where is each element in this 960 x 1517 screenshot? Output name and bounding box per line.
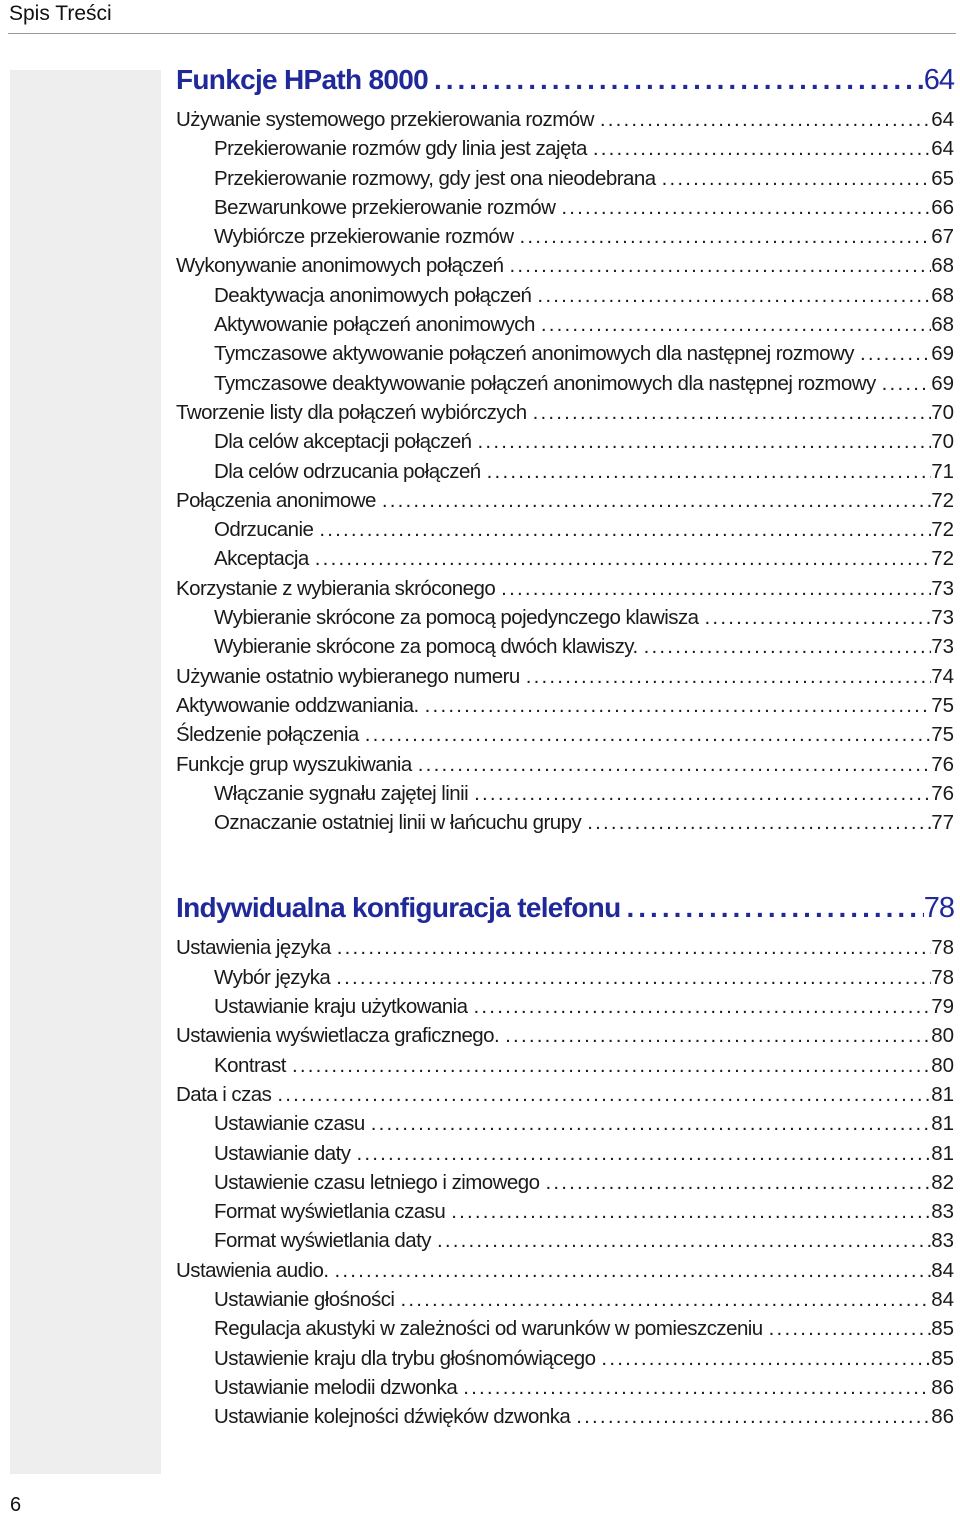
toc-subentry-title: Włączanie sygnału zajętej linii — [214, 781, 469, 805]
dot-leader — [365, 1112, 931, 1136]
toc-entry-title: Używanie systemowego przekierowania rozmów — [176, 108, 594, 131]
toc-subentry[interactable] — [176, 430, 954, 459]
dot-leader — [313, 518, 931, 542]
dot-leader — [699, 606, 932, 630]
toc-entry[interactable] — [176, 1083, 954, 1112]
toc-entry-page: 68 — [931, 254, 954, 278]
toc-subentry-page: 83 — [931, 1200, 954, 1224]
toc-subentry-page: 69 — [931, 342, 954, 366]
toc-subentry[interactable] — [176, 966, 954, 995]
toc-entry-page: 76 — [931, 752, 954, 776]
toc-subentry-page: 80 — [931, 1053, 954, 1077]
toc-subentry-page: 70 — [931, 430, 954, 454]
toc-entry-page: 81 — [931, 1082, 954, 1106]
toc-subentry-page: 79 — [931, 995, 954, 1019]
toc-subentry[interactable] — [176, 995, 954, 1024]
dot-leader — [394, 1288, 931, 1312]
toc-subentry-title: Ustawienie czasu letniego i zimowego — [214, 1170, 540, 1194]
toc-chapter-title: Indywidualna konfiguracja telefonu — [176, 892, 621, 924]
toc-subentry-title: Ustawianie czasu — [214, 1112, 365, 1136]
toc-subentry-title: Ustawianie głośności — [214, 1287, 395, 1311]
toc-subentry-page: 73 — [931, 606, 954, 630]
toc-entry-title: Wykonywanie anonimowych połączeń — [176, 254, 504, 278]
toc-subentry-page: 81 — [931, 1112, 954, 1136]
toc-subentry-page: 86 — [931, 1405, 954, 1429]
toc-subentry-page: 85 — [931, 1317, 954, 1341]
toc-entry-page: 72 — [931, 488, 954, 512]
toc-subentry-title: Oznaczanie ostatniej linii w łańcuchu grupy — [214, 811, 582, 835]
toc-subentry[interactable] — [176, 1054, 954, 1083]
toc-entry-page: 75 — [931, 723, 954, 747]
toc-subentry-page: 85 — [931, 1346, 954, 1370]
toc-subentry-title: Kontrast — [214, 1053, 286, 1077]
toc-subentry-title: Wybór języka — [214, 965, 331, 989]
toc-entry[interactable] — [176, 936, 954, 965]
toc-subentry[interactable] — [176, 284, 954, 313]
toc-entry-title: Ustawienia audio. — [176, 1258, 329, 1282]
toc-entry[interactable] — [176, 1259, 954, 1288]
toc-entry-page: 70 — [931, 400, 954, 424]
table-of-contents — [176, 64, 954, 1434]
toc-subentry[interactable] — [176, 137, 954, 166]
toc-entry-page: 73 — [931, 576, 954, 600]
dot-leader — [495, 577, 931, 601]
toc-subentry[interactable] — [176, 372, 954, 401]
dot-leader — [620, 892, 923, 924]
dot-leader — [412, 753, 931, 777]
toc-entry-page: 75 — [931, 693, 954, 717]
toc-subentry-title: Format wyświetlania czasu — [214, 1200, 446, 1224]
toc-chapter-title: Funkcje HPath 8000 — [176, 64, 428, 95]
margin-column — [10, 70, 161, 1474]
toc-subentry[interactable] — [176, 225, 954, 254]
toc-subentry[interactable] — [176, 1142, 954, 1171]
toc-subentry-page: 69 — [931, 371, 954, 395]
dot-leader — [331, 936, 931, 960]
toc-subentry-title: Ustawienie kraju dla trybu głośnomówiącego — [214, 1346, 596, 1370]
dot-leader — [587, 137, 931, 161]
header-rule — [8, 33, 956, 34]
toc-subentry-title: Aktywowanie połączeń anonimowych — [214, 313, 535, 337]
dot-leader — [763, 1317, 932, 1341]
dot-leader — [503, 254, 931, 278]
toc-entry-page: 74 — [931, 664, 954, 688]
dot-leader — [472, 430, 932, 454]
toc-subentry-page: 81 — [931, 1141, 954, 1165]
toc-subentry[interactable] — [176, 547, 954, 576]
toc-entry-title: Tworzenie listy dla połączeń wybiórczych — [176, 400, 527, 424]
toc-subentry[interactable] — [176, 342, 954, 371]
dot-leader — [539, 1171, 931, 1195]
running-header-title: Spis Treści — [9, 2, 112, 25]
toc-entry-page: 64 — [931, 108, 954, 131]
dot-leader — [271, 1083, 931, 1107]
toc-subentry-page: 68 — [931, 283, 954, 307]
toc-entry-title: Śledzenie połączenia — [176, 723, 359, 747]
toc-subentry-page: 77 — [931, 811, 954, 835]
toc-subentry[interactable] — [176, 1317, 954, 1346]
toc-subentry[interactable] — [176, 460, 954, 489]
toc-subentry[interactable] — [176, 1376, 954, 1405]
toc-entry[interactable] — [176, 254, 954, 283]
dot-leader — [468, 782, 931, 806]
toc-subentry[interactable] — [176, 313, 954, 342]
toc-entry[interactable] — [176, 108, 954, 137]
toc-entry-title: Korzystanie z wybierania skróconego — [176, 576, 496, 600]
toc-entry-title: Używanie ostatnio wybieranego numeru — [176, 664, 520, 688]
dot-leader — [328, 1259, 931, 1283]
section-gap — [176, 840, 954, 892]
toc-entry-title: Połączenia anonimowe — [176, 488, 376, 512]
toc-entry[interactable] — [176, 723, 954, 752]
toc-subentry-title: Wybiórcze przekierowanie rozmów — [214, 225, 514, 249]
toc-entry[interactable] — [176, 694, 954, 723]
toc-subentry-title: Dla celów odrzucania połączeń — [214, 459, 481, 483]
dot-leader — [445, 1200, 931, 1224]
toc-entry-page: 78 — [931, 936, 954, 960]
dot-leader — [376, 489, 931, 513]
toc-entry-title: Aktywowanie oddzwaniania. — [176, 693, 419, 717]
toc-subentry[interactable] — [176, 1200, 954, 1229]
toc-entry-page: 84 — [931, 1258, 954, 1282]
toc-subentry-page: 64 — [931, 137, 954, 161]
toc-subentry-page: 65 — [931, 166, 954, 190]
toc-subentry-title: Wybieranie skrócone za pomocą dwóch klawiszy. — [214, 635, 638, 659]
toc-subentry-title: Przekierowanie rozmów gdy linia jest zajęta — [214, 137, 587, 161]
toc-chapter[interactable] — [176, 64, 954, 108]
toc-subentry[interactable] — [176, 635, 954, 664]
toc-subentry-title: Regulacja akustyki w zależności od warunków w pomieszczeniu — [214, 1317, 763, 1341]
toc-entry[interactable] — [176, 665, 954, 694]
toc-entry[interactable] — [176, 489, 954, 518]
toc-subentry-title: Wybieranie skrócone za pomocą pojedynczego klawisza — [214, 606, 699, 630]
toc-subentry[interactable] — [176, 782, 954, 811]
toc-subentry[interactable] — [176, 1405, 954, 1434]
dot-leader — [419, 694, 932, 718]
toc-subentry-title: Ustawianie kolejności dźwięków dzwonka — [214, 1405, 571, 1429]
toc-entry[interactable] — [176, 577, 954, 606]
dot-leader — [499, 1024, 931, 1048]
dot-leader — [468, 995, 932, 1019]
toc-subentry[interactable] — [176, 1171, 954, 1200]
dot-leader — [527, 401, 932, 425]
dot-leader — [581, 811, 931, 835]
dot-leader — [428, 64, 924, 96]
toc-subentry-page: 82 — [931, 1170, 954, 1194]
toc-subentry[interactable] — [176, 811, 954, 840]
toc-subentry-page: 67 — [931, 225, 954, 249]
toc-subentry-title: Ustawianie daty — [214, 1141, 351, 1165]
toc-subentry-page: 83 — [931, 1229, 954, 1253]
toc-subentry-title: Format wyświetlania daty — [214, 1229, 431, 1253]
toc-subentry[interactable] — [176, 1112, 954, 1141]
toc-subentry-title: Odrzucanie — [214, 518, 314, 542]
dot-leader — [350, 1142, 931, 1166]
dot-leader — [330, 966, 931, 990]
dot-leader — [876, 372, 932, 396]
dot-leader — [555, 196, 931, 220]
dot-leader — [595, 1347, 931, 1371]
toc-entry-title: Ustawienia wyświetlacza graficznego. — [176, 1024, 500, 1048]
toc-subentry-page: 68 — [931, 313, 954, 337]
toc-subentry-title: Tymczasowe aktywowanie połączeń anonimowych dla następnej rozmowy — [214, 342, 854, 366]
toc-chapter-page: 64 — [923, 64, 954, 96]
toc-subentry-page: 84 — [931, 1287, 954, 1311]
toc-subentry[interactable] — [176, 518, 954, 547]
dot-leader — [520, 665, 931, 689]
toc-entry[interactable] — [176, 753, 954, 782]
dot-leader — [656, 167, 932, 191]
dot-leader — [481, 460, 932, 484]
toc-subentry[interactable] — [176, 196, 954, 225]
dot-leader — [594, 108, 931, 132]
toc-subentry-title: Deaktywacja anonimowych połączeń — [214, 283, 532, 307]
toc-subentry-page: 73 — [931, 635, 954, 659]
toc-subentry-page: 76 — [931, 781, 954, 805]
toc-subentry-title: Ustawianie melodii dzwonka — [214, 1375, 458, 1399]
dot-leader — [570, 1405, 931, 1429]
toc-entry[interactable] — [176, 1024, 954, 1053]
toc-subentry[interactable] — [176, 167, 954, 196]
toc-subentry-page: 72 — [931, 547, 954, 571]
toc-subentry-page: 66 — [931, 195, 954, 219]
dot-leader — [638, 635, 932, 659]
dot-leader — [457, 1376, 931, 1400]
toc-subentry-page: 86 — [931, 1375, 954, 1399]
toc-subentry[interactable] — [176, 1288, 954, 1317]
toc-entry[interactable] — [176, 401, 954, 430]
dot-leader — [359, 723, 931, 747]
toc-subentry-title: Przekierowanie rozmowy, gdy jest ona nieodebrana — [214, 166, 656, 190]
toc-entry-title: Ustawienia języka — [176, 936, 331, 960]
page-number: 6 — [10, 1494, 22, 1516]
toc-subentry-page: 71 — [931, 459, 954, 483]
toc-subentry[interactable] — [176, 1347, 954, 1376]
dot-leader — [309, 547, 931, 571]
toc-entry-page: 80 — [931, 1024, 954, 1048]
dot-leader — [286, 1054, 931, 1078]
toc-subentry-page: 78 — [931, 965, 954, 989]
toc-subentry-page: 72 — [931, 518, 954, 542]
toc-subentry[interactable] — [176, 1229, 954, 1258]
toc-subentry-title: Bezwarunkowe przekierowanie rozmów — [214, 195, 556, 219]
toc-chapter[interactable] — [176, 892, 954, 936]
dot-leader — [535, 313, 931, 337]
toc-subentry-title: Tymczasowe deaktywowanie połączeń anonimowych dla następnej rozmowy — [214, 371, 876, 395]
toc-entry-title: Funkcje grup wyszukiwania — [176, 752, 412, 776]
dot-leader — [431, 1229, 931, 1253]
dot-leader — [854, 342, 931, 366]
toc-entry-title: Data i czas — [176, 1082, 272, 1106]
toc-subentry-title: Ustawianie kraju użytkowania — [214, 995, 468, 1019]
toc-subentry[interactable] — [176, 606, 954, 635]
dot-leader — [531, 284, 931, 308]
toc-chapter-page: 78 — [923, 892, 954, 925]
dot-leader — [513, 225, 931, 249]
toc-subentry-title: Akceptacja — [214, 547, 309, 571]
toc-subentry-title: Dla celów akceptacji połączeń — [214, 430, 472, 454]
